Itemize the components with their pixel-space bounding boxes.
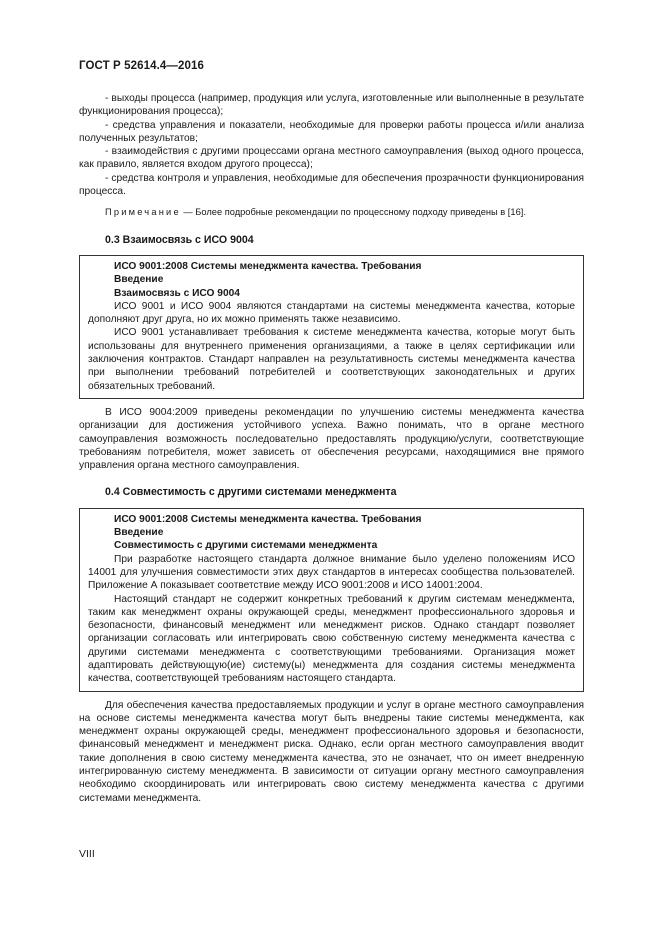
box-subtitle: Совместимость с другими системами менеджмента (114, 540, 378, 552)
page-content (79, 92, 584, 805)
box-paragraph: ИСО 9001 и ИСО 9004 являются стандартами на системы менеджмента качества, которые дополняют друг друга, но их можно применять также независимо. (88, 300, 575, 326)
section-heading-0-3: 0.3 Взаимосвязь с ИСО 9004 (105, 233, 254, 246)
document-header: ГОСТ Р 52614.4—2016 (79, 60, 204, 72)
box-subtitle: Взаимосвязь с ИСО 9004 (114, 287, 240, 299)
paragraph: В ИСО 9004:2009 приведены рекомендации по улучшению системы менеджмента качества организации для достижения устойчивого успеха. Важно понимать, что в органе местного самоуправления возможность последовательно предоставлять продукцию/услуги, соответствующие требованиям потребителя, может зависеть от обеспечения ресурсами, находящимися вне прямого управления органа местного самоуправления. (79, 406, 584, 472)
box-paragraph: При разработке настоящего стандарта должное внимание было уделено положениям ИСО 14001 для улучшения совместимости этих двух стандартов в интересах сообщества пользователей. Приложение А показывает соответствие между ИСО 9001:2008 и ИСО 14001:2004. (88, 553, 575, 592)
note-label: Примечание (105, 207, 181, 218)
box-paragraph: Настоящий стандарт не содержит конкретных требований к другим системам менеджмента, таким как менеджмент охраны окружающей среды, менеджмент профессионального здоровья и безопасности, финансовый менеджмент или менеджмент рисков. Однако стандарт позволяет организации согласовать или интегрировать свою собственную систему менеджмента качества с другими системами менеджмента с соответствующими требованиями. Организация может адаптировать действующую(ие) систему(ы) менеджмента для создания системы менеджмента качества, соответствующей требованиям настоящего стандарта. (88, 593, 575, 685)
box-paragraph: ИСО 9001 устанавливает требования к системе менеджмента качества, которые могут быть использованы для внутреннего применения организациями, а также в целях сертификации или заключения контрактов. Стандарт направлен на результативность системы менеджмента качества при выполнении требований потребителей и соответствующих законодательных и других обязательных требований. (88, 327, 575, 392)
list-item: - средства управления и показатели, необходимые для проверки работы процесса и/или анализа полученных результатов; (79, 119, 584, 144)
quote-box-compatibility (79, 508, 584, 692)
list-item: - средства контроля и управления, необходимые для обеспечения прозрачности функционирования процесса. (79, 172, 584, 198)
box-title: ИСО 9001:2008 Системы менеджмента качества. Требования (114, 513, 422, 525)
box-subtitle: Введение (114, 527, 164, 539)
list-item: - взаимодействия с другими процессами органа местного самоуправления (выход одного процесса, как правило, является входом другого процесса); (79, 146, 584, 171)
box-title: ИСО 9001:2008 Системы менеджмента качества. Требования (114, 260, 422, 272)
list-item: - выходы процесса (например, продукция или услуга, изготовленные или выполненные в результате функционирования процесса); (79, 93, 584, 118)
note-text: — Более подробные рекомендации по процессному подходу приведены в [16]. (180, 207, 526, 218)
quote-box-iso9004 (79, 255, 584, 399)
section-heading-0-4: 0.4 Совместимость с другими системами менеджмента (105, 486, 397, 499)
box-subtitle: Введение (114, 274, 164, 286)
page-number: VIII (79, 848, 95, 860)
note (79, 206, 584, 219)
paragraph: Для обеспечения качества предоставляемых продукции и услуг в органе местного самоуправления на основе системы менеджмента качества могут быть внедрены такие системы менеджмента, как менеджмент охраны окружающей среды, менеджмент профессионального здоровья и безопасности, финансовый менеджмент и менеджмент риска. Однако, если орган местного самоуправления вводит такие дополнения в свою систему менеджмента качества, это не означает, что он имеет внедренную интегрированную систему менеджмента. В зависимости от ситуации органу местного самоуправления необходимо скоординировать или интегрировать свою систему менеджмента качества с другими системами менеджмента. (79, 699, 584, 804)
